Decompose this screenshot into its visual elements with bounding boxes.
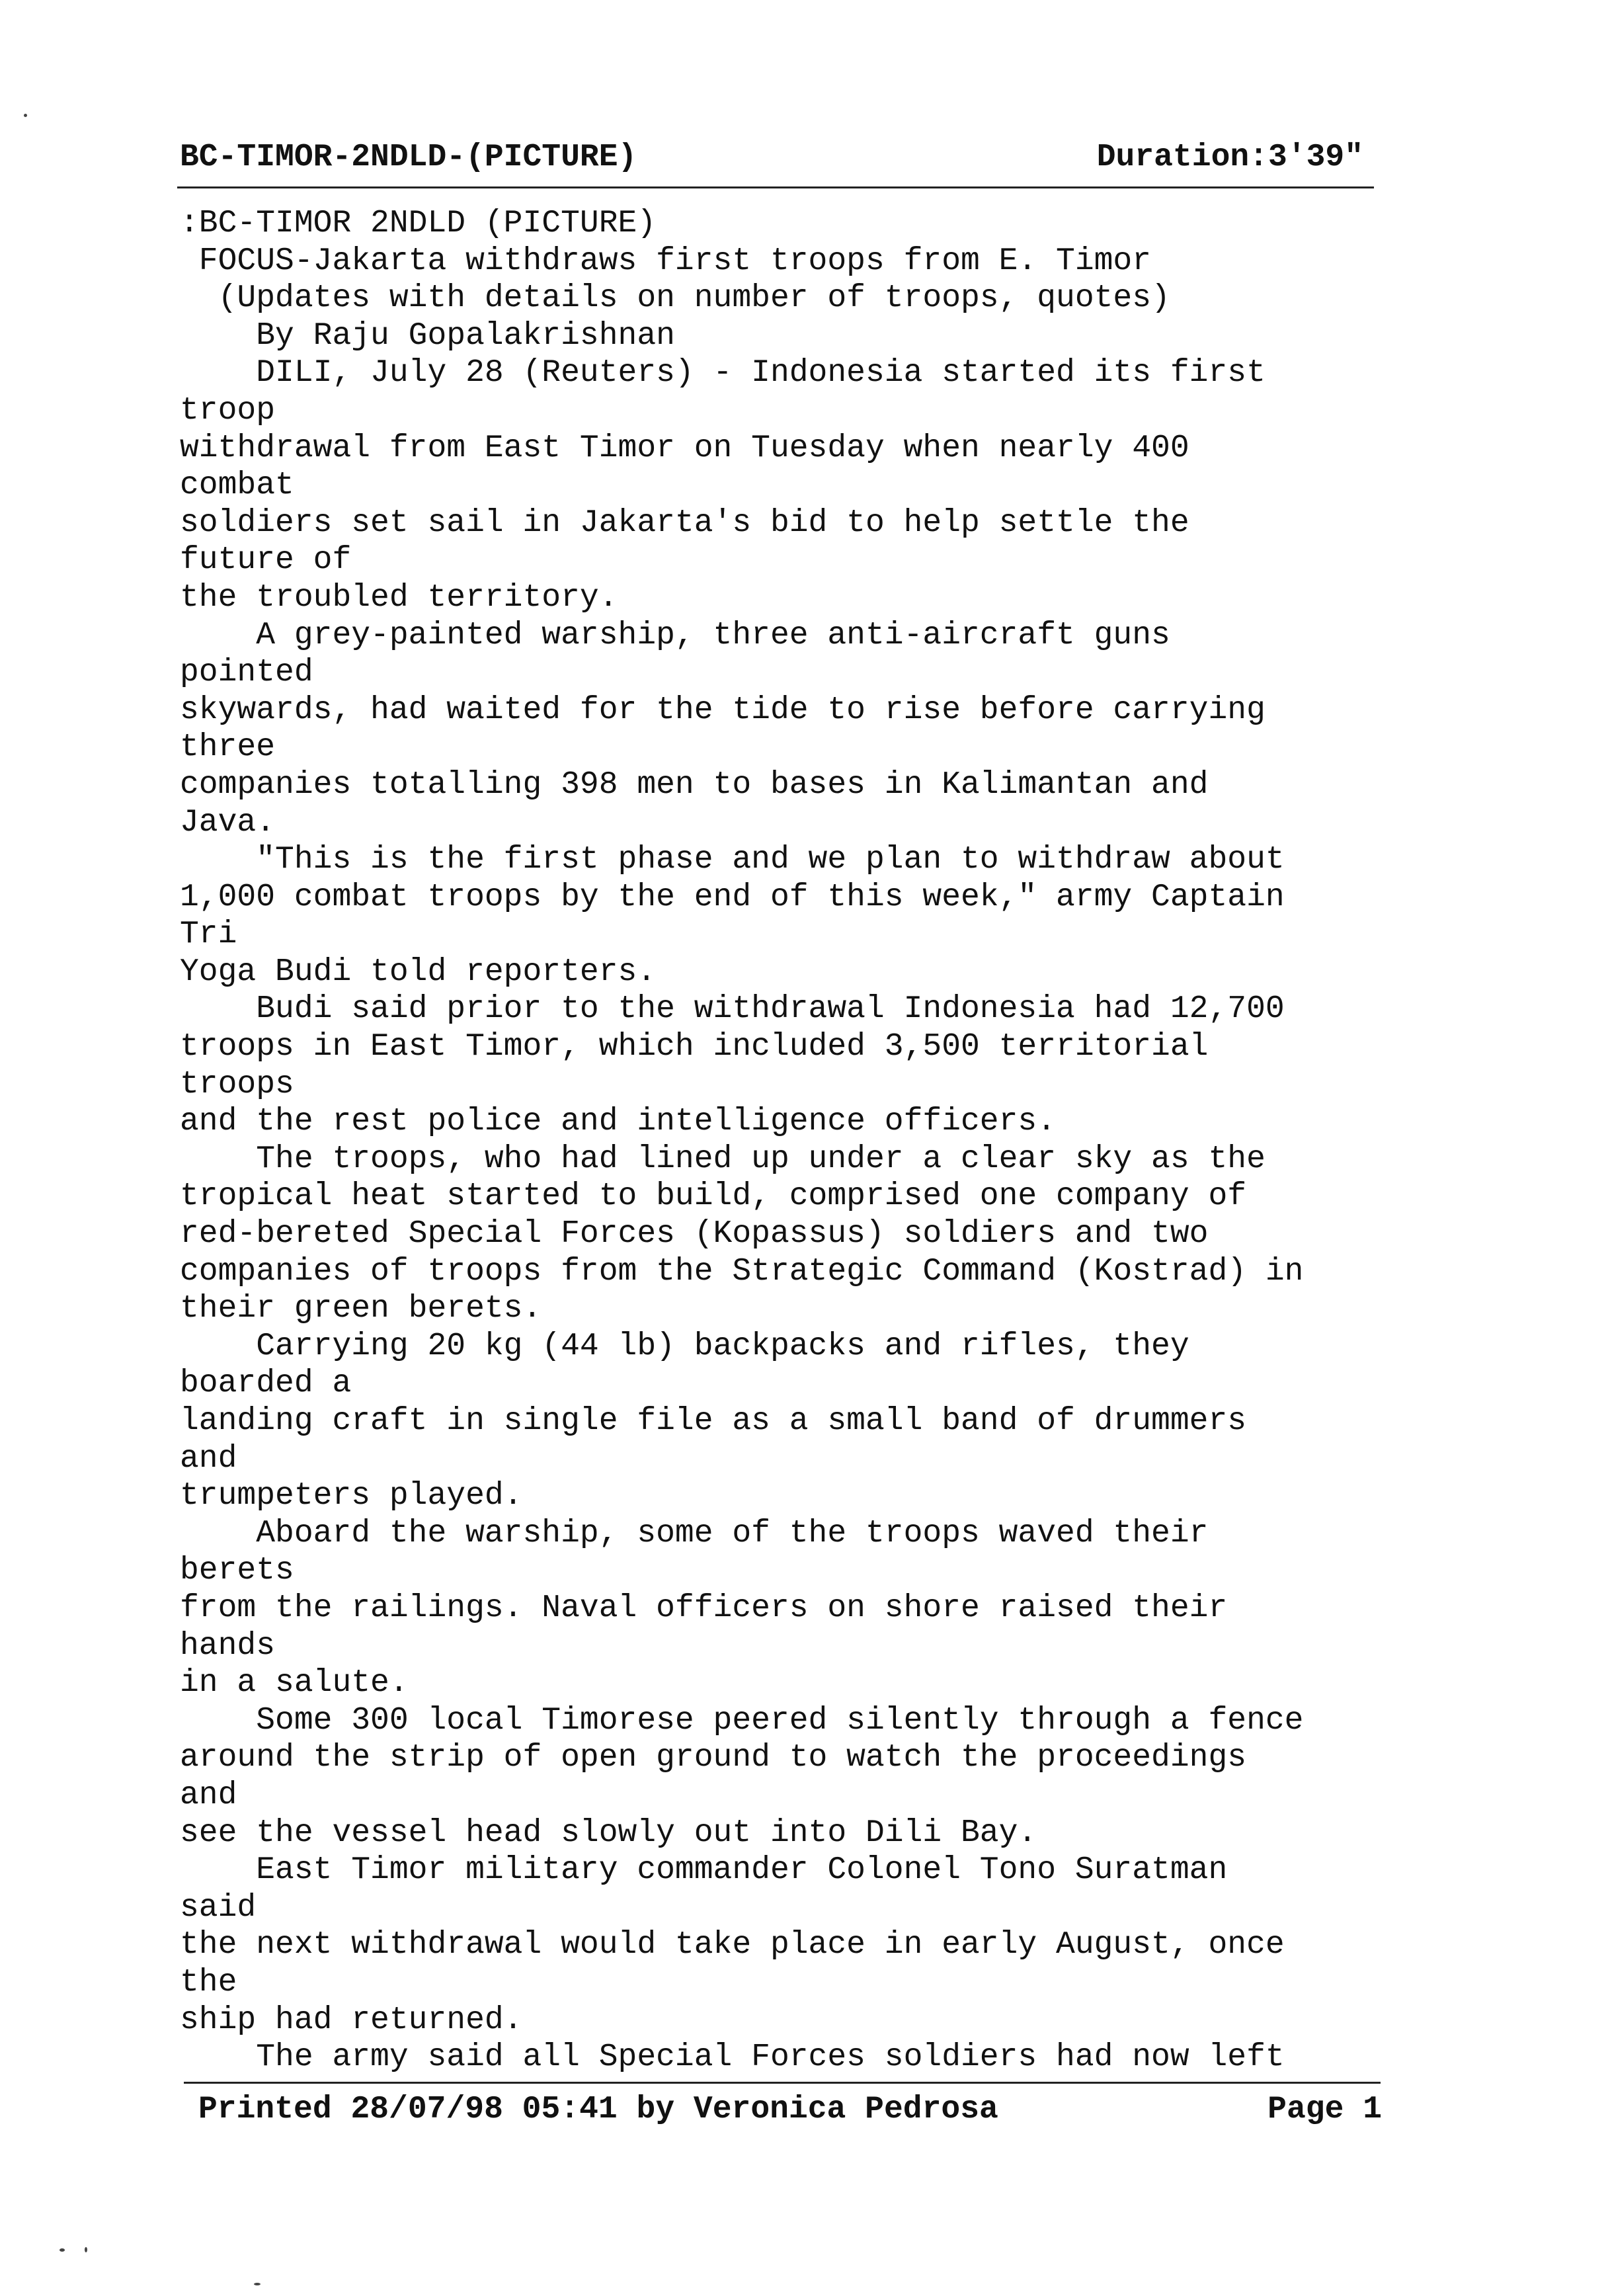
story-line: in a salute. bbox=[180, 1665, 409, 1702]
story-line: landing craft in single file as a small band of drummers bbox=[180, 1403, 1247, 1439]
scan-speck bbox=[24, 114, 27, 117]
print-info: Printed 28/07/98 05:41 by Veronica Pedrosa bbox=[198, 2092, 998, 2127]
story-line: troops in East Timor, which included 3,500 territorial bbox=[180, 1029, 1209, 1065]
story-line: and the rest police and intelligence officers. bbox=[180, 1104, 1057, 1140]
story-line: ship had returned. bbox=[180, 2002, 523, 2038]
scan-speck bbox=[254, 2283, 261, 2285]
story-line: trumpeters played. bbox=[180, 1478, 523, 1514]
scan-speck bbox=[60, 2248, 65, 2252]
story-line: see the vessel head slowly out into Dili Bay. bbox=[180, 1815, 1037, 1851]
story-line: troop bbox=[180, 392, 276, 429]
story-line: skywards, had waited for the tide to rise before carrying bbox=[180, 692, 1266, 728]
story-line: companies of troops from the Strategic Command (Kostrad) in bbox=[180, 1253, 1304, 1290]
page-header bbox=[180, 138, 1370, 184]
story-line: :BC-TIMOR 2NDLD (PICTURE) bbox=[180, 206, 657, 241]
story-line: 1,000 combat troops by the end of this week," army Captain bbox=[180, 879, 1285, 915]
story-line: Aboard the warship, some of the troops waved their bbox=[180, 1515, 1209, 1551]
story-line: tropical heat started to build, comprised one company of bbox=[180, 1178, 1247, 1215]
story-line: from the railings. Naval officers on shore raised their bbox=[180, 1590, 1228, 1626]
story-line: the bbox=[180, 1964, 237, 2000]
story-line: By Raju Gopalakrishnan bbox=[180, 317, 675, 354]
story-line: soldiers set sail in Jakarta's bid to help settle the bbox=[180, 505, 1189, 541]
story-line: Some 300 local Timorese peered silently through a fence bbox=[180, 1702, 1304, 1739]
story-line: their green berets. bbox=[180, 1291, 542, 1327]
story-line: "This is the first phase and we plan to withdraw about bbox=[180, 842, 1285, 878]
story-line: the next withdrawal would take place in early August, once bbox=[180, 1927, 1285, 1963]
story-line: boarded a bbox=[180, 1366, 352, 1402]
story-line: and bbox=[180, 1777, 237, 1813]
story-line: around the strip of open ground to watch the proceedings bbox=[180, 1740, 1247, 1776]
story-line: future of bbox=[180, 542, 352, 579]
scan-speck bbox=[85, 2247, 87, 2252]
story-line: FOCUS-Jakarta withdraws first troops from E. Timor bbox=[180, 243, 1152, 279]
story-slug: BC-TIMOR-2NDLD-(PICTURE) bbox=[180, 140, 637, 175]
story-line: A grey-painted warship, three anti-aircraft guns bbox=[180, 617, 1170, 653]
page-number: Page 1 bbox=[1267, 2092, 1382, 2127]
story-line: troops bbox=[180, 1066, 294, 1102]
story-line: East Timor military commander Colonel Tono Suratman bbox=[180, 1852, 1228, 1889]
story-line: (Updates with details on number of troops, quotes) bbox=[180, 280, 1170, 317]
page-footer bbox=[198, 2083, 1382, 2129]
story-line: pointed bbox=[180, 655, 313, 691]
story-line: combat bbox=[180, 468, 294, 504]
story-line: companies totalling 398 men to bases in Kalimantan and bbox=[180, 766, 1209, 803]
story-line: Budi said prior to the withdrawal Indonesia had 12,700 bbox=[180, 991, 1285, 1028]
story-line: The troops, who had lined up under a clear sky as the bbox=[180, 1141, 1266, 1177]
story-line: said bbox=[180, 1889, 257, 1926]
header-divider bbox=[177, 186, 1374, 188]
story-line: Yoga Budi told reporters. bbox=[180, 954, 657, 990]
story-line: berets bbox=[180, 1553, 294, 1589]
story-line: Java. bbox=[180, 804, 276, 840]
story-line: Carrying 20 kg (44 lb) backpacks and rifles, they bbox=[180, 1328, 1189, 1364]
story-line: red-bereted Special Forces (Kopassus) soldiers and two bbox=[180, 1216, 1209, 1252]
story-line: and bbox=[180, 1440, 237, 1477]
story-line: hands bbox=[180, 1627, 276, 1664]
story-line: withdrawal from East Timor on Tuesday when nearly 400 bbox=[180, 430, 1189, 466]
story-duration: Duration:3'39" bbox=[1096, 140, 1363, 175]
story-line: three bbox=[180, 729, 276, 766]
story-line: the troubled territory. bbox=[180, 579, 618, 616]
story-body bbox=[180, 205, 1410, 2076]
story-line: The army said all Special Forces soldiers had now left bbox=[180, 2039, 1285, 2076]
story-line: Tri bbox=[180, 917, 237, 953]
story-line: DILI, July 28 (Reuters) - Indonesia started its first bbox=[180, 355, 1266, 391]
